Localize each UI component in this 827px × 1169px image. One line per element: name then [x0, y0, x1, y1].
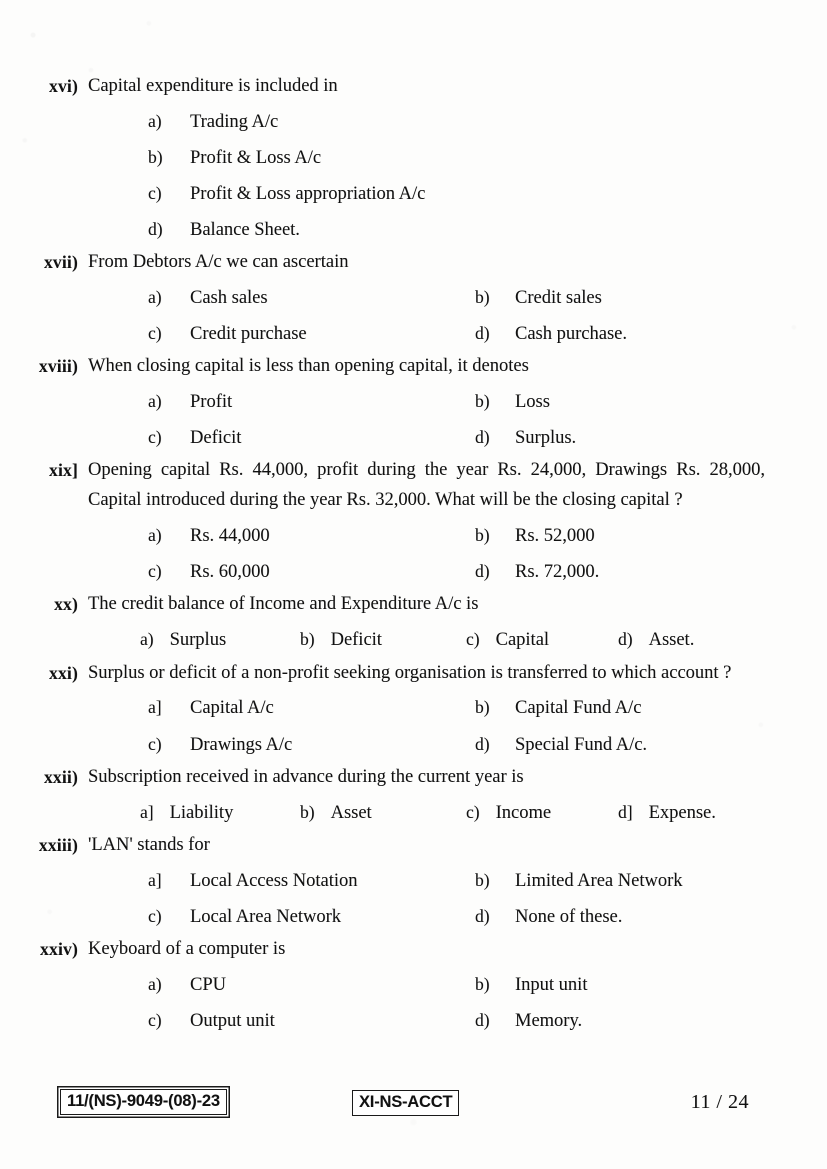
question-item — [0, 352, 827, 382]
paper-code-box: 11/(NS)-9049-(08)-23 — [60, 1089, 227, 1115]
option-item[interactable] — [140, 518, 467, 554]
option-text: Rs. 52,000 — [515, 526, 595, 547]
option-label: d) — [148, 219, 163, 240]
option-text: Cash purchase. — [515, 324, 627, 345]
option-item[interactable] — [140, 140, 321, 176]
option-item[interactable] — [140, 420, 467, 456]
option-text: Liability — [169, 802, 234, 823]
option-label: a] — [148, 869, 162, 890]
question-number: xix] — [49, 460, 78, 481]
option-text: Credit purchase — [190, 324, 307, 345]
option-item[interactable] — [467, 1003, 794, 1039]
option-item[interactable] — [467, 690, 794, 726]
question-number: xvi) — [49, 76, 78, 96]
option-text: Rs. 44,000 — [190, 526, 270, 547]
question-text: Keyboard of a computer is — [88, 938, 286, 959]
option-text: Expense. — [648, 802, 716, 823]
option-label: c) — [466, 801, 480, 822]
option-label: c) — [466, 629, 480, 650]
option-text: Deficit — [330, 630, 382, 651]
option-label: c) — [148, 183, 162, 204]
question-number: xviii) — [38, 356, 78, 377]
option-label: d) — [475, 561, 490, 582]
option-item[interactable] — [467, 280, 794, 316]
option-text: Surplus — [169, 630, 227, 651]
option-row — [0, 104, 827, 140]
option-text: Deficit — [190, 428, 242, 449]
question-text: The credit balance of Income and Expenditure A/c is — [88, 594, 479, 615]
option-label: c) — [148, 427, 162, 448]
option-item[interactable] — [140, 795, 300, 831]
option-item[interactable] — [467, 554, 794, 590]
question-number: xxiii) — [38, 834, 78, 855]
option-text: Balance Sheet. — [190, 220, 300, 241]
option-item[interactable] — [467, 899, 794, 935]
option-text: Output unit — [190, 1010, 275, 1031]
option-text: Profit — [190, 392, 233, 413]
option-label: a] — [140, 801, 154, 822]
option-item[interactable] — [140, 280, 467, 316]
page-number: 11 / 24 — [690, 1091, 749, 1113]
question-item — [0, 831, 827, 861]
option-group — [0, 280, 827, 352]
option-item[interactable] — [467, 518, 794, 554]
option-label: a) — [148, 110, 162, 131]
option-label: d) — [475, 733, 490, 754]
question-text: Opening capital Rs. 44,000, profit during the year Rs. 24,000, Drawings Rs. 28,000, Capital introduced during the year Rs. 32,000. What will be the closing capital ? — [88, 460, 765, 511]
option-label: b) — [475, 697, 490, 718]
option-item[interactable] — [467, 384, 794, 420]
option-item[interactable] — [466, 622, 618, 658]
option-item[interactable] — [466, 795, 618, 831]
option-text: Input unit — [515, 974, 588, 995]
option-group — [0, 384, 827, 456]
option-label: a) — [148, 973, 162, 994]
option-label: b) — [148, 147, 163, 168]
option-item[interactable] — [467, 727, 794, 763]
option-item[interactable] — [140, 1003, 467, 1039]
option-group — [140, 622, 827, 658]
option-item[interactable] — [140, 863, 467, 899]
option-label: d) — [475, 905, 490, 926]
option-label: c) — [148, 905, 162, 926]
option-row — [0, 518, 827, 554]
option-text: Trading A/c — [190, 111, 279, 132]
option-label: a) — [148, 525, 162, 546]
question-number: xxii) — [43, 766, 78, 787]
option-label: b) — [475, 525, 490, 546]
option-label: a] — [148, 697, 162, 718]
option-text: None of these. — [515, 906, 623, 927]
option-text: Asset — [330, 802, 372, 823]
option-group — [0, 104, 827, 248]
question-text: Surplus or deficit of a non-profit seeking organisation is transferred to which account ? — [88, 662, 732, 683]
option-label: a) — [148, 287, 162, 308]
option-row — [0, 384, 827, 420]
question-item — [0, 456, 827, 516]
option-row — [0, 420, 827, 456]
option-item[interactable] — [140, 176, 425, 212]
option-label: a) — [140, 629, 154, 650]
subject-code-box: XI-NS-ACCT — [352, 1090, 459, 1116]
question-text: Subscription received in advance during the current year is — [88, 766, 524, 787]
option-text: Limited Area Network — [515, 870, 683, 891]
option-item[interactable] — [140, 316, 467, 352]
option-label: b) — [475, 287, 490, 308]
question-text: 'LAN' stands for — [88, 834, 210, 855]
option-label: a) — [148, 391, 162, 412]
option-text: Capital A/c — [190, 698, 274, 719]
option-label: b) — [300, 801, 315, 822]
option-text: Credit sales — [515, 288, 602, 309]
option-text: Income — [495, 802, 552, 823]
option-label: c) — [148, 733, 162, 754]
option-label: b) — [475, 973, 490, 994]
question-text: From Debtors A/c we can ascertain — [88, 252, 349, 273]
option-label: b) — [475, 391, 490, 412]
option-item[interactable] — [140, 967, 467, 1003]
option-item[interactable] — [140, 212, 300, 248]
option-group — [0, 518, 827, 590]
option-text: Profit & Loss appropriation A/c — [190, 184, 426, 205]
option-row — [0, 967, 827, 1003]
option-label: b) — [475, 869, 490, 890]
option-item[interactable] — [140, 727, 467, 763]
question-text: When closing capital is less than opening capital, it denotes — [88, 356, 529, 377]
option-label: b) — [300, 629, 315, 650]
option-row — [0, 176, 827, 212]
option-item[interactable] — [467, 420, 794, 456]
option-label: d) — [475, 323, 490, 344]
question-text: Capital expenditure is included in — [88, 76, 338, 96]
option-item[interactable] — [300, 795, 466, 831]
question-item — [0, 659, 827, 689]
option-group — [0, 967, 827, 1039]
option-row — [0, 690, 827, 726]
option-item[interactable] — [140, 384, 467, 420]
option-label: c) — [148, 323, 162, 344]
option-text: Asset. — [648, 630, 695, 651]
option-item[interactable] — [467, 316, 794, 352]
option-row — [0, 554, 827, 590]
option-group — [0, 863, 827, 935]
option-label: d) — [475, 1009, 490, 1030]
option-row — [0, 280, 827, 316]
option-item[interactable] — [300, 622, 466, 658]
option-label: c) — [148, 561, 162, 582]
option-label: c) — [148, 1009, 162, 1030]
question-item — [0, 248, 827, 278]
option-item[interactable] — [140, 554, 467, 590]
question-item — [0, 72, 827, 102]
option-text: Capital — [495, 630, 550, 651]
option-text: Rs. 60,000 — [190, 562, 270, 583]
option-text: Cash sales — [190, 288, 268, 309]
option-text: Local Access Notation — [190, 870, 358, 891]
option-row — [0, 1003, 827, 1039]
question-item — [0, 935, 827, 965]
option-row — [0, 863, 827, 899]
option-text: Loss — [515, 392, 550, 413]
option-row — [0, 316, 827, 352]
page-footer — [0, 1089, 827, 1123]
option-item[interactable] — [140, 690, 467, 726]
option-text: Memory. — [515, 1010, 583, 1031]
option-group — [140, 795, 827, 831]
option-text: Local Area Network — [190, 906, 342, 927]
question-item — [0, 763, 827, 793]
option-text: Surplus. — [515, 428, 577, 449]
option-item[interactable] — [140, 104, 278, 140]
option-label: d) — [618, 629, 633, 650]
option-item[interactable] — [467, 967, 794, 1003]
option-text: CPU — [190, 974, 226, 995]
option-label: d) — [475, 427, 490, 448]
option-item[interactable] — [618, 795, 716, 831]
option-row — [0, 899, 827, 935]
option-item[interactable] — [140, 622, 300, 658]
question-number: xx) — [54, 594, 78, 615]
option-text: Drawings A/c — [190, 734, 293, 755]
question-number: xxiv) — [40, 938, 78, 959]
question-number: xvii) — [43, 252, 78, 273]
option-row — [0, 212, 827, 248]
option-group — [0, 690, 827, 762]
option-row — [0, 140, 827, 176]
option-row — [0, 727, 827, 763]
option-text: Rs. 72,000. — [515, 562, 600, 583]
option-text: Profit & Loss A/c — [190, 148, 322, 169]
option-item[interactable] — [618, 622, 694, 658]
option-text: Special Fund A/c. — [515, 734, 648, 755]
option-item[interactable] — [140, 899, 467, 935]
option-item[interactable] — [467, 863, 794, 899]
option-text: Capital Fund A/c — [515, 698, 642, 719]
question-number: xxi) — [49, 662, 78, 683]
question-item — [0, 590, 827, 620]
option-label: d] — [618, 801, 633, 822]
